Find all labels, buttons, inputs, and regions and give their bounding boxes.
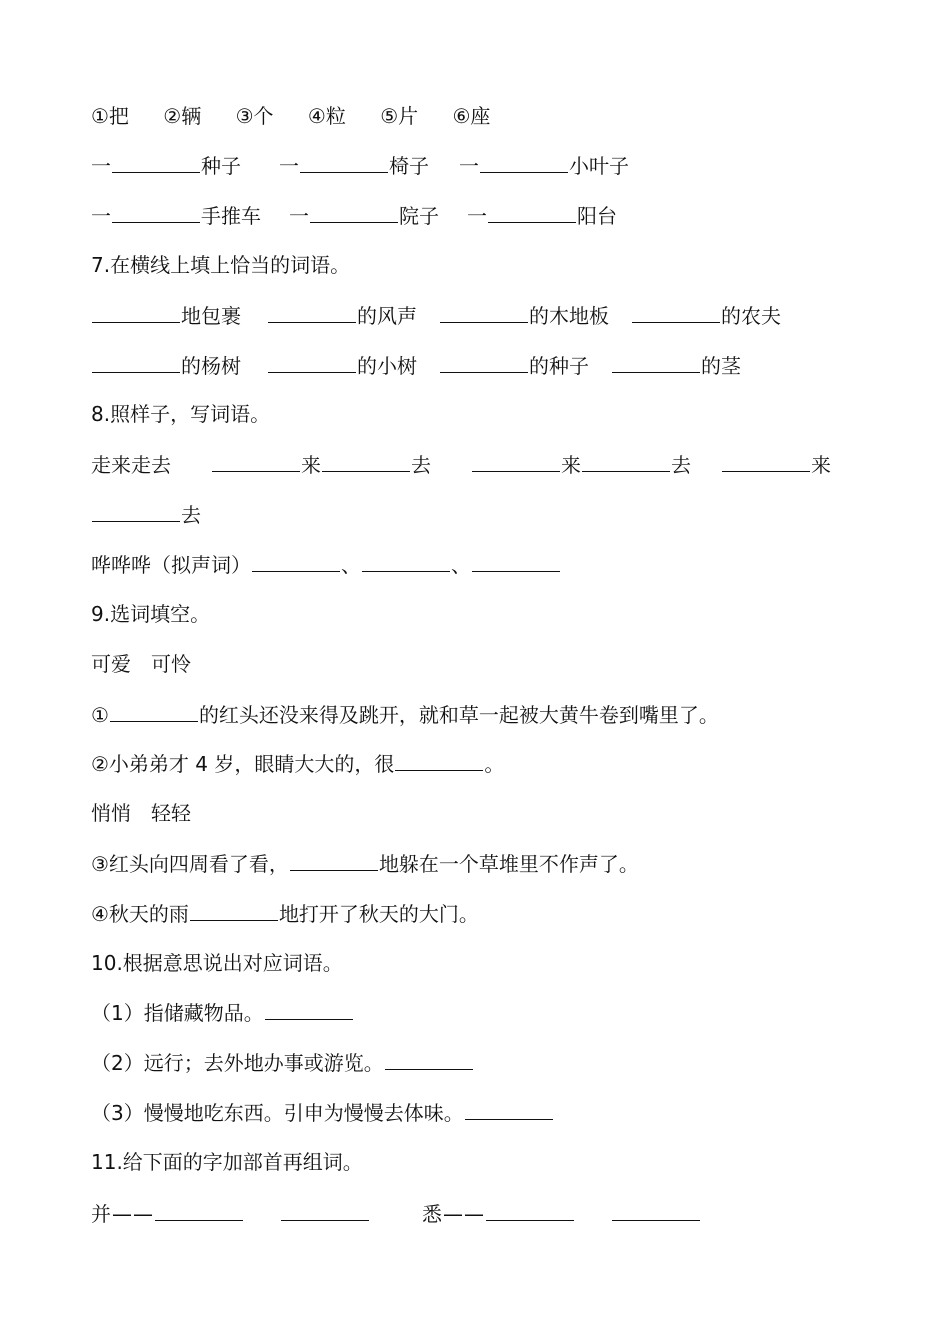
- q10-item-2: [91, 1047, 890, 1078]
- noun: 院子: [399, 204, 439, 228]
- noun: 椅子: [389, 154, 429, 178]
- q10-item-1: [91, 997, 890, 1028]
- option: ②辆: [163, 104, 202, 128]
- q7-title: 7.在横线上填上恰当的词语。: [91, 253, 351, 277]
- q11-title: 11.给下面的字加部首再组词。: [91, 1150, 363, 1174]
- definition: （3）慢慢地吃东西。引申为慢慢去体味。: [91, 1101, 464, 1125]
- answer-blank[interactable]: [190, 898, 278, 921]
- q8-row3: [91, 549, 890, 580]
- option: ⑤片: [380, 104, 419, 128]
- phrase: 的小树: [357, 354, 417, 378]
- noun: 手推车: [201, 204, 261, 228]
- phrase: 的杨树: [181, 354, 241, 378]
- sentence-text: ②小弟弟才 4 岁，眼睛大大的，很: [91, 752, 395, 776]
- answer-blank[interactable]: [612, 1198, 700, 1221]
- answer-blank[interactable]: [322, 449, 410, 472]
- answer-blank[interactable]: [110, 699, 198, 722]
- answer-blank[interactable]: [281, 1198, 369, 1221]
- phrase: 的种子: [529, 354, 589, 378]
- answer-blank[interactable]: [92, 499, 180, 522]
- separator: 、: [341, 553, 361, 577]
- sentence-text: 的红头还没来得及跳开，就和草一起被大黄牛卷到嘴里了。: [198, 703, 719, 727]
- q9-title: 9.选词填空。: [91, 602, 211, 626]
- q9-sentence-3: [91, 848, 890, 879]
- q9-sentence-4: [91, 898, 890, 929]
- sentence-text: ③红头向四周看了看，: [91, 852, 289, 876]
- q7-row1: [91, 300, 890, 331]
- example-word: 走来走去: [91, 453, 171, 477]
- fixed-char: 去: [181, 503, 201, 527]
- answer-blank[interactable]: [612, 350, 700, 373]
- base-char: 并——: [91, 1202, 154, 1226]
- q6-row2: [91, 200, 890, 231]
- q7-row2: [91, 350, 890, 381]
- q10-title: 10.根据意思说出对应词语。: [91, 951, 343, 975]
- sentence-text: ④秋天的雨: [91, 902, 189, 926]
- fixed-char: 去: [411, 453, 431, 477]
- separator: 、: [451, 553, 471, 577]
- answer-blank[interactable]: [488, 200, 576, 223]
- phrase: 的茎: [701, 354, 741, 378]
- option: ①把: [91, 104, 129, 128]
- answer-blank[interactable]: [92, 300, 180, 323]
- q8-row1: [91, 449, 890, 480]
- answer-blank[interactable]: [440, 350, 528, 373]
- answer-blank[interactable]: [632, 300, 720, 323]
- example-onomatopoeia: 哗哗哗（拟声词）: [91, 553, 251, 577]
- answer-blank[interactable]: [252, 549, 340, 572]
- answer-blank[interactable]: [472, 449, 560, 472]
- answer-blank[interactable]: [486, 1198, 574, 1221]
- answer-blank[interactable]: [395, 748, 483, 771]
- answer-blank[interactable]: [112, 150, 200, 173]
- fixed-char: 去: [671, 453, 691, 477]
- answer-blank[interactable]: [440, 300, 528, 323]
- sentence-text: 地打开了秋天的大门。: [278, 902, 479, 926]
- answer-blank[interactable]: [212, 449, 300, 472]
- answer-blank[interactable]: [112, 200, 200, 223]
- fixed-char: 来: [301, 453, 321, 477]
- q8-title: 8.照样子，写词语。: [91, 402, 271, 426]
- sentence-text: ①: [91, 703, 109, 727]
- answer-blank[interactable]: [290, 848, 378, 871]
- q9-word-choices-2: 悄悄 轻轻: [91, 801, 191, 825]
- q9-sentence-1: [91, 699, 890, 730]
- answer-blank[interactable]: [465, 1097, 553, 1120]
- measure-prefix: 一: [279, 154, 299, 178]
- answer-blank[interactable]: [300, 150, 388, 173]
- option: ⑥座: [452, 104, 491, 128]
- phrase: 的木地板: [529, 304, 609, 328]
- sentence-text: 。: [484, 752, 505, 776]
- q8-row2: [91, 499, 890, 530]
- phrase: 的农夫: [721, 304, 781, 328]
- measure-prefix: 一: [91, 204, 111, 228]
- q6-row1: [91, 150, 890, 181]
- q11-row: [91, 1198, 890, 1229]
- option: ④粒: [307, 104, 346, 128]
- q9-word-choices-1: 可爱 可怜: [91, 652, 191, 676]
- answer-blank[interactable]: [722, 449, 810, 472]
- sentence-text: 地躲在一个草堆里不作声了。: [378, 852, 639, 876]
- measure-prefix: 一: [467, 204, 487, 228]
- definition: （2）远行；去外地办事或游览。: [91, 1051, 384, 1075]
- q9-sentence-2: [91, 748, 890, 779]
- fixed-char: 来: [811, 453, 831, 477]
- answer-blank[interactable]: [268, 350, 356, 373]
- answer-blank[interactable]: [582, 449, 670, 472]
- answer-blank[interactable]: [362, 549, 450, 572]
- measure-prefix: 一: [91, 154, 111, 178]
- answer-blank[interactable]: [480, 150, 568, 173]
- q10-item-3: [91, 1097, 890, 1128]
- measure-prefix: 一: [459, 154, 479, 178]
- base-char: 悉——: [422, 1202, 485, 1226]
- measure-prefix: 一: [289, 204, 309, 228]
- answer-blank[interactable]: [268, 300, 356, 323]
- phrase: 的风声: [357, 304, 417, 328]
- phrase: 地包裹: [181, 304, 241, 328]
- noun: 小叶子: [569, 154, 629, 178]
- q6-options: [91, 101, 890, 131]
- answer-blank[interactable]: [92, 350, 180, 373]
- answer-blank[interactable]: [472, 549, 560, 572]
- noun: 阳台: [577, 204, 617, 228]
- answer-blank[interactable]: [385, 1047, 473, 1070]
- definition: （1）指储藏物品。: [91, 1001, 264, 1025]
- answer-blank[interactable]: [310, 200, 398, 223]
- fixed-char: 来: [561, 453, 581, 477]
- answer-blank[interactable]: [155, 1198, 243, 1221]
- option: ③个: [235, 104, 274, 128]
- noun: 种子: [201, 154, 241, 178]
- answer-blank[interactable]: [265, 997, 353, 1020]
